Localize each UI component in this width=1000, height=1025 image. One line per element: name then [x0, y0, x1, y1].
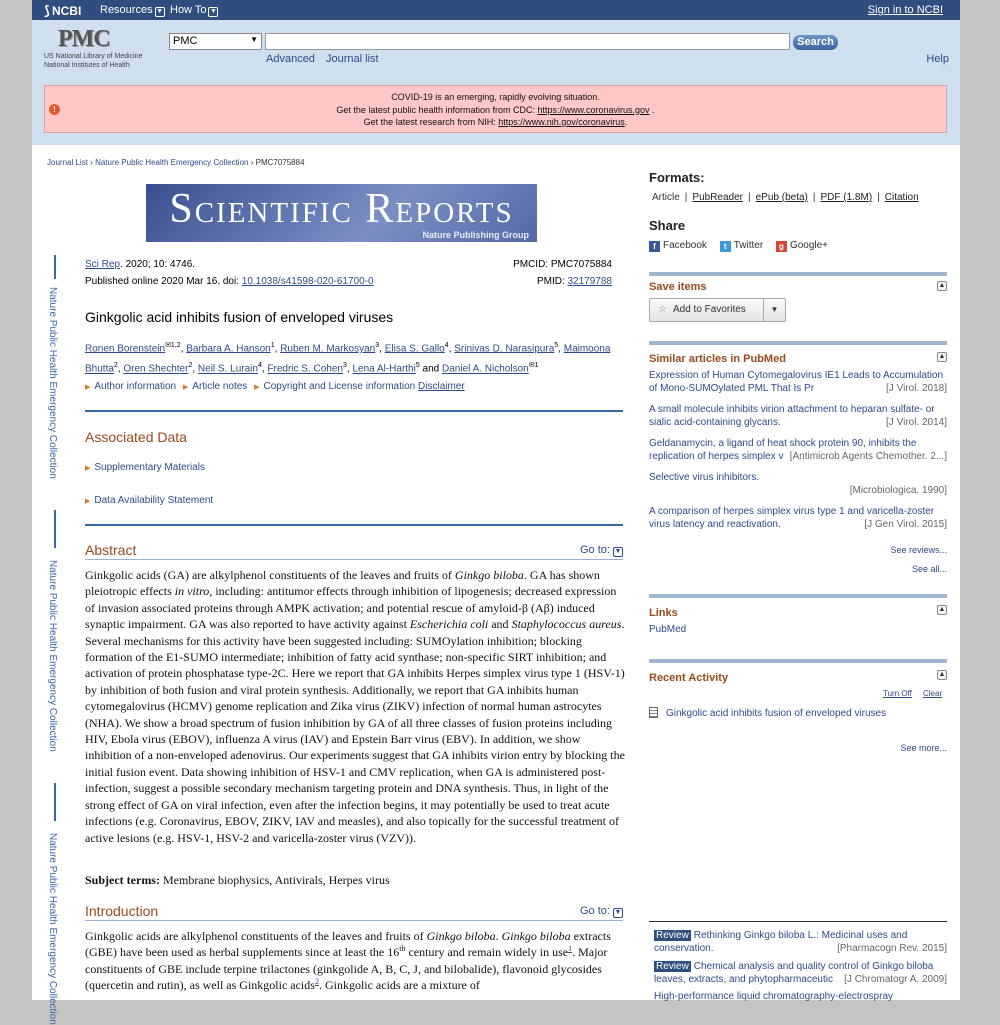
star-icon: ☆	[658, 304, 667, 315]
author-link[interactable]: Barbara A. Hanson	[186, 343, 271, 355]
facebook-label: Facebook	[663, 240, 707, 251]
chevron-down-icon: ▼	[614, 548, 622, 555]
similar-article-title: Selective virus inhibitors.	[649, 472, 760, 483]
similar-article-item[interactable]	[649, 404, 947, 429]
nih-link[interactable]: https://www.nih.gov/coronavirus	[498, 117, 625, 127]
copyright-toggle[interactable]: Copyright and License information	[263, 381, 416, 392]
googleplus-label: Google+	[789, 240, 829, 251]
document-icon	[649, 707, 658, 718]
share-list	[649, 240, 828, 252]
breadcrumb-separator: ›	[250, 158, 254, 167]
advanced-search-link[interactable]: Advanced	[266, 53, 315, 65]
abstract-goto[interactable]	[580, 544, 623, 557]
similar-article-item[interactable]	[649, 438, 947, 463]
covid-banner	[44, 85, 947, 133]
divider	[649, 272, 947, 276]
subject-terms	[85, 872, 625, 888]
resources-label: Resources	[100, 4, 153, 16]
subject-terms-values: Membrane biophysics, Antivirals, Herpes virus	[162, 873, 390, 887]
author-link[interactable]: Elisa S. Gallo	[384, 343, 445, 355]
pmc-logo[interactable]	[44, 28, 159, 70]
expand-triangle-icon: ▶	[85, 465, 91, 472]
add-to-favorites-button[interactable]	[649, 298, 786, 322]
pmcid-label: PMCID: PMC7075884	[513, 259, 612, 270]
recent-activity-title: Ginkgolic acid inhibits fusion of enveloped viruses	[666, 708, 887, 719]
similar-article-item[interactable]	[649, 472, 947, 497]
author-separator: ,	[192, 363, 198, 375]
expand-triangle-icon: ▶	[182, 384, 189, 391]
breadcrumb-collection[interactable]: Nature Public Health Emergency Collection	[95, 158, 249, 167]
author-separator: ,	[180, 343, 187, 355]
author-affiliation: 1	[270, 342, 275, 349]
published-line	[85, 276, 374, 287]
clear-link[interactable]: Clear	[923, 689, 943, 698]
introduction-heading-row	[85, 903, 623, 921]
subject-terms-label: Subject terms:	[85, 873, 160, 887]
author-affiliation: 2	[188, 362, 193, 370]
similar-article-source: [J Virol. 2014]	[883, 417, 947, 430]
turn-off-link[interactable]: Turn Off	[883, 689, 912, 698]
author-link[interactable]: Daniel A. Nicholson	[442, 363, 529, 375]
right-sidebar	[649, 145, 949, 1000]
review-item[interactable]	[654, 991, 947, 1003]
divider	[54, 510, 56, 548]
review-badge: Review	[656, 961, 689, 972]
author-affiliation: ✉1,2	[165, 342, 181, 349]
journal-abbrev-link[interactable]: Sci Rep	[85, 259, 121, 270]
abstract-heading: Abstract	[85, 542, 137, 558]
covid-line-1: COVID-19 is an emerging, rapidly evolving situation.	[391, 92, 600, 102]
abstract-text: Ginkgolic acids (GA) are alkylphenol constituents of the leaves and fruits of Ginkgo biloba. GA has shown pleiotropic effects in vitro, including: antitumor effects through inhibition of lipogenesis; decreased expression of invasion associated proteins through AMPK activation; and potential rescue of amyloid-β (Aβ) induced synaptic impairment. GA was also reported to have activity against Escherichia coli and Staphylococcus aureus. Several mechanisms for this activity have been suggested including: SUMOylation inhibition; blocking formation of the E1-SUMO intermediate; inhibition of fatty acid synthase; non-specific SIRT inhibition; and activation of protein phosphatase type-2C. Here we report that GA inhibits Herpes simplex virus type 1 (HSV-1) by inhibition of both fusion and viral protein synthesis. Additionally, we report that GA inhibits human cytomegalovirus (HCMV) genome replication and Zika virus (ZIKV) infection of normal human astrocytes (NHA). We show a broad spectrum of fusion inhibition by GA of all three classes of fusion proteins including HIV, Ebola virus (EBOV), influenza A virus (IAV) and Epstein Barr virus (EBV). In addition, we show inhibition of a non-enveloped adenovirus. Our experiments suggest that GA inhibits virion entry by blocking the initial fusion event. Data showing inhibition of HSV-1 and CMV replication, when GA is administered post-infection, suggest a possible secondary mechanism targeting protein and DNA synthesis. Thus, in light of the strong effect of GA on viral infection, even after the infection begins, it may potentially be used to treat acute infections (e.g. Coronavirus, EBOV, ZIKV, IAV and measles), and also topically for the successful treatment of active lesions (e.g. HSV-1, HSV-2 and varicella-zoster virus (VZV)).	[85, 568, 625, 845]
author-affiliation: 4	[257, 362, 262, 370]
warning-icon: !	[49, 104, 60, 115]
howto-menu[interactable]	[170, 4, 218, 17]
introduction-heading: Introduction	[85, 903, 159, 919]
ncbi-logo[interactable]	[44, 3, 81, 19]
expand-triangle-icon: ▶	[85, 384, 91, 391]
article-info-bar	[85, 381, 465, 392]
cdc-link[interactable]: https://www.coronavirus.gov	[537, 104, 650, 115]
published-text: Published online 2020 Mar 16. doi:	[85, 276, 242, 287]
help-link[interactable]: Help	[926, 53, 949, 65]
collection-label: Nature Public Health Emergency Collection	[47, 287, 58, 479]
similar-article-source: [J Gen Virol. 2015]	[861, 519, 947, 532]
review-title: Rethinking Ginkgo biloba L.: Medicinal uses and conservation.	[654, 930, 908, 954]
breadcrumb	[47, 158, 305, 167]
supplementary-materials-toggle[interactable]	[85, 462, 205, 473]
formats-heading: Formats:	[649, 170, 705, 185]
author-affiliation: ✉1	[528, 362, 539, 370]
pmid-line	[537, 276, 612, 287]
author-link[interactable]: Srinivas D. Narasipura	[454, 343, 555, 355]
author-separator: ,	[274, 343, 281, 355]
author-link[interactable]: Maimoona Bhutta	[85, 343, 611, 375]
review-item[interactable]	[654, 930, 947, 955]
database-select[interactable]	[169, 33, 262, 50]
expand-triangle-icon: ▶	[254, 384, 260, 391]
format-epub-beta[interactable]: ePub (beta)	[755, 192, 808, 203]
citation-details: . 2020; 10: 4746.	[120, 259, 196, 270]
similar-article-item[interactable]	[649, 506, 947, 531]
similar-articles-heading: Similar articles in PubMed	[649, 353, 786, 365]
collapse-icon[interactable]: ▲	[938, 606, 946, 613]
author-link[interactable]: Fredric S. Cohen	[267, 363, 343, 375]
pmid-link[interactable]: 32179788	[567, 276, 612, 287]
article-notes-toggle[interactable]: Article notes	[192, 381, 248, 392]
review-source: [Pharmacogn Rev. 2015]	[834, 943, 947, 956]
supplementary-materials-label: Supplementary Materials	[94, 462, 205, 473]
similar-article-title: Expression of Human Cytomegalovirus IE1 Leads to Accumulation of Mono-SUMOylated PML That Is Pr	[649, 370, 944, 394]
links-heading: Links	[649, 607, 678, 619]
twitter-share[interactable]	[720, 240, 763, 251]
collapse-icon[interactable]: ▲	[938, 282, 946, 289]
similar-article-title: A small molecule inhibits virion attachment to heparan sulfate- or sialic acid-containing glycans.	[649, 404, 935, 428]
author-separator: ,	[261, 363, 268, 375]
author-link[interactable]: Lena Al-Harthi	[352, 363, 416, 375]
divider	[649, 921, 947, 922]
chevron-down-icon: ▼	[614, 909, 622, 916]
author-link[interactable]: Neil S. Lurain	[197, 363, 258, 375]
reference-link[interactable]: 1	[568, 944, 573, 954]
divider	[85, 410, 623, 412]
data-availability-toggle[interactable]	[85, 495, 213, 506]
review-title: High-performance liquid chromatography-electrospray	[654, 991, 893, 1002]
breadcrumb-current: PMC7075884	[255, 158, 305, 167]
introduction-text: Ginkgolic acids are alkylphenol constituents of the leaves and fruits of Ginkgo biloba. Ginkgo biloba extracts (GBE) have been used as herbal supplements since at least the 16th century and remain widely in use$^1$. Major constituents of GBE include terpine trilactones (ginkgolide A, B, C, J, and bilobalide), flavonoid glycosides (quercetin and rutin), as well as Ginkgolic acids$^2$. Ginkgolic acids are a mixture of	[85, 929, 611, 993]
journal-banner[interactable]	[146, 184, 537, 242]
goto-label: Go to:	[579, 544, 610, 556]
save-items-heading: Save items	[649, 281, 707, 293]
data-availability-label: Data Availability Statement	[94, 495, 214, 506]
format-separator: |	[684, 192, 688, 203]
format-pdf-1-8m[interactable]: PDF (1.8M)	[820, 192, 873, 203]
similar-article-source: [Microbiologica. 1990]	[847, 485, 947, 498]
see-all-link[interactable]: See all...	[911, 564, 947, 574]
divider	[649, 594, 947, 598]
format-separator: |	[812, 192, 816, 203]
twitter-icon: t	[720, 241, 731, 252]
facebook-icon: f	[649, 241, 660, 252]
author-affiliation: 5	[554, 342, 559, 349]
collapse-icon[interactable]: ▲	[938, 353, 946, 360]
dropdown-arrow-icon: ▼	[250, 35, 258, 44]
divider	[54, 255, 56, 279]
breadcrumb-journal-list[interactable]: Journal List	[47, 158, 88, 167]
abstract-heading-row	[85, 542, 623, 560]
journal-banner-title: Scientific Reports	[169, 186, 514, 232]
review-item[interactable]	[654, 961, 947, 986]
nih-label: National Institutes of Health	[44, 62, 130, 69]
pmid-label: PMID:	[536, 276, 568, 287]
pubmed-link[interactable]: PubMed	[649, 624, 687, 635]
author-and: and	[419, 363, 442, 375]
search-button[interactable]: Search	[793, 35, 838, 50]
twitter-label: Twitter	[733, 240, 764, 251]
journal-banner-publisher: Nature Publishing Group	[422, 230, 529, 240]
ncbi-logo-icon: ⟆	[44, 3, 50, 18]
covid-line-3	[45, 116, 946, 129]
formats-list	[652, 192, 919, 203]
journal-list-link[interactable]: Journal list	[326, 53, 379, 65]
disclaimer-link[interactable]: Disclaimer	[418, 381, 465, 392]
search-input[interactable]	[265, 33, 790, 50]
share-heading: Share	[649, 218, 686, 233]
chevron-down-icon: ▼	[156, 8, 164, 15]
author-affiliation: 4	[444, 342, 449, 349]
review-badge: Review	[656, 930, 689, 941]
covid-line-2-end: .	[649, 104, 655, 115]
covid-line-2	[45, 104, 946, 117]
googleplus-share[interactable]	[776, 240, 828, 251]
similar-article-title: A comparison of herpes simplex virus type 1 and varicella-zoster virus latency and reactivation.	[649, 506, 935, 530]
introduction-goto[interactable]	[580, 905, 623, 918]
covid-cdc-text: Get the latest public health information from CDC:	[336, 104, 538, 115]
goto-label: Go to:	[579, 905, 610, 917]
similar-article-item[interactable]	[649, 370, 947, 395]
format-pubreader[interactable]: PubReader	[692, 192, 743, 203]
author-affiliation: 5	[415, 362, 420, 370]
covid-nih-text: Get the latest research from NIH:	[363, 117, 499, 127]
author-link[interactable]: Oren Shechter	[123, 363, 189, 375]
review-source: [J Chromatogr A. 2009]	[841, 974, 947, 987]
pmc-logo-subtitle	[44, 52, 159, 70]
see-reviews-link[interactable]: See reviews...	[890, 545, 947, 555]
collapse-icon[interactable]: ▲	[938, 671, 946, 678]
author-link[interactable]: Ronen Borenstein	[85, 343, 166, 355]
similar-article-title: Geldanamycin, a ligand of heat shock protein 90, inhibits the replication of herpes simplex v	[649, 438, 917, 462]
reference-link[interactable]: 2	[314, 977, 319, 987]
nlm-label: US National Library of Medicine	[44, 53, 143, 60]
add-to-favorites-label: Add to Favorites	[672, 304, 746, 315]
format-separator: |	[877, 192, 880, 203]
main-content	[32, 145, 960, 1025]
chevron-down-icon: ▼	[210, 8, 217, 15]
resources-menu[interactable]	[100, 4, 165, 17]
database-select-value: PMC	[173, 35, 198, 47]
author-link[interactable]: Ruben M. Markosyan	[280, 343, 376, 355]
article-title: Ginkgolic acid inhibits fusion of enveloped viruses	[85, 309, 394, 325]
author-list	[85, 337, 630, 378]
review-title: Chemical analysis and quality control of Ginkgo biloba leaves, extracts, and phytopharmaceutic	[654, 961, 934, 985]
covid-line-3-end: .	[624, 117, 628, 127]
divider	[649, 659, 947, 663]
expand-triangle-icon: ▶	[85, 498, 91, 505]
howto-label: How To	[170, 4, 207, 16]
recent-activity-item[interactable]	[649, 707, 886, 719]
ncbi-topbar	[32, 0, 960, 20]
author-separator: ,	[346, 363, 353, 375]
ncbi-logo-text: NCBI	[51, 4, 82, 18]
format-separator: |	[748, 192, 751, 203]
similar-article-source: [Antimicrob Agents Chemother. 2...]	[787, 451, 947, 464]
divider	[54, 783, 56, 821]
format-citation[interactable]: Citation	[884, 192, 919, 203]
author-affiliation: 2	[113, 362, 118, 370]
author-affiliation: 3	[375, 342, 380, 349]
collection-label: Nature Public Health Emergency Collection	[47, 560, 58, 752]
format-article: Article	[652, 192, 680, 203]
doi-link[interactable]: 10.1038/s41598-020-61700-0	[241, 276, 374, 287]
collection-sidebar[interactable]	[46, 255, 64, 1025]
citation-line	[85, 259, 195, 270]
sign-in-link[interactable]: Sign in to NCBI	[867, 4, 943, 16]
pmc-logo-text: PMC	[58, 26, 110, 52]
author-information-toggle[interactable]: Author information	[94, 381, 177, 392]
recent-activity-heading: Recent Activity	[649, 672, 729, 684]
author-separator: ,	[117, 363, 124, 375]
divider	[85, 524, 623, 526]
author-separator: ,	[448, 343, 455, 355]
author-affiliation: 3	[343, 362, 347, 370]
divider	[649, 341, 947, 345]
breadcrumb-separator: ›	[90, 158, 93, 167]
googleplus-icon: g	[776, 241, 787, 252]
author-separator: ,	[558, 343, 564, 355]
see-more-link[interactable]: See more...	[900, 743, 947, 753]
similar-article-source: [J Virol. 2018]	[883, 383, 947, 396]
author-separator: ,	[379, 343, 385, 355]
associated-data-heading: Associated Data	[85, 429, 187, 445]
facebook-share[interactable]	[649, 240, 707, 251]
collection-label: Nature Public Health Emergency Collection	[47, 833, 58, 1025]
favorites-dropdown[interactable]: ▼	[763, 299, 785, 321]
